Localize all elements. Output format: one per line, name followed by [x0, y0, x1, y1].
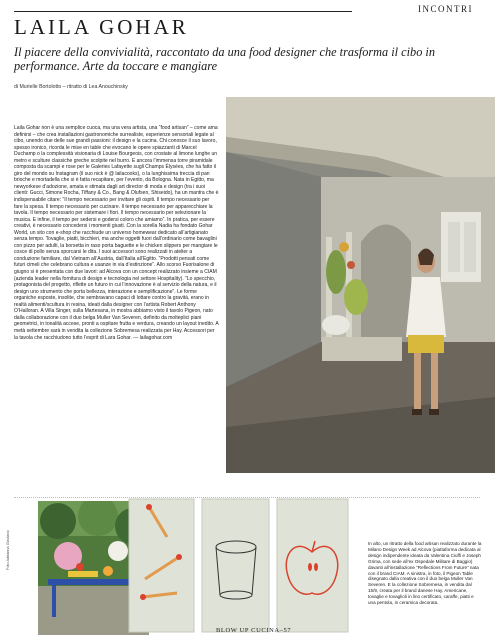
glass-napkin	[200, 497, 271, 634]
portrait-photo	[226, 97, 495, 473]
article-body: Laila Gohar non è una semplice cuoca, ma una vera artista, una “food artisan” – come ama definirsi – che crea installazioni gastronomiche surrealiste, esperienze sensoriali legate al cibo, unendo due delle sue grandi passioni: il design e la cucina. Chi conosce il suo lavoro, spesso ironico, ricorda le mise en table che evocano le opere spiazzanti di Marcel Duchamp o la complessità visionaria di Louise Bourgeois, con crostate al limone lunghe un metro e sculture classiche greche scolpite nel burro. E ancora l’immensa torre piramidale composta da scampi e rose per le Galeries Lafayette sugli Champs Élysées, che ha fatto il giro del mondo su Instagram (il suo nick è @ lailacooks), o la lunghissima treccia di pan brioche e mortadella che si è fatta recapitare, per l’evento, da Bologna. Nata in Egitto, ma newyorkese d’adozione, amata e stimata dagli art director di moda e design (tra i suoi clienti: Gucci, Simone Rocha, Tiffany & Co., Bang & Olufsen, Shiseido), ha un mantra che è indispensabile citare: “Il tempo necessario per invitare gli ospiti. Il tempo necessario per fare la spesa. Il tempo necessario per cucinare. Il tempo necessario per apparecchiare la tavola. Il tempo necessario per sistemare i fiori. Il tempo necessario per selezionare la musica. E infine, il tempo per sedersi e godersi coloro che amiamo”. In pratica, per essere creativi, è necessario concedersi i momenti giusti. Con la sorella Nadia ha fondato Gohar World, un sito con e-shop che racchiude un universo homewear dedicato all’artigianato senza tempo. Tovaglie, piatti, bicchieri, ma anche oggetti fuori dall’ordinario come bavaglini con pizzo per adulti, la borsetta in raso porta baguette e le chicken slippers per mangiare le cosce di pollo senza sporcarsi le dita. I suoi accessori sono realizzati in atelier a conduzione familiare, dal Vietnam all’Austria, dall’Italia all’Egitto. “Prodotti pensati come futuri cimeli che celebrano cultura e usanze in via d’estinzione”. Allo scorso Fuorisalone di giugno si è presentata con due lavori: ad Alcova con un concept realizzato insieme a CIAM (azienda leader nella fornitura di design e tecnologia nel settore Hospitality). “Lo specchio, protagonista del progetto, riflette un futuro in cui l’innovazione è al servizio della natura, e il design uno strumento che porta bellezza, interazione e semplificazione”. Le forme organiche esposte, insolite, che sembravano capaci di lottare contro la gravità, erano in realtà alimenti/scultura in resina, ideati dalla designer con l’artista Robert Anthony O’Halloran. A Villa Singer, sulla Martesana, in mostra abbiamo visto il tavolo Pigeon, nato dalla collaborazione con il duo belga Muller Van Severen, definito da molteplici piani geometrici, in tonalità accese, pronti a ospitare frutta e verdura, creando un layout inedito. A metà settembre sarà in vendita la collezione Sobremesa realizzata per Hay. Accessori per la tavola che racchiudono tutto l’esprit di Lara Gohar. — lailagohar.com	[14, 125, 219, 341]
article-subtitle: Il piacere della convivialità, raccontato da una food designer che trasforma il cibo in performance. Arte da toccare e mangiare	[14, 45, 435, 73]
article-title: LAILA GOHAR	[14, 15, 189, 39]
header-rule	[14, 11, 352, 12]
photo-credit: Foto Adrianna Glaviano	[6, 530, 10, 570]
section-label: INCONTRI	[418, 4, 473, 14]
apple-napkin	[275, 497, 350, 634]
matches-napkin	[127, 497, 196, 634]
photo-caption: In alto, un ritratto della food artisan realizzato durante la Milano Design Week ad Alcova (piattaforma dedicata al design indipendente ideata da Valentina Ciuffi e Joseph Grima, con sede all’ex Ospedale Militare di Baggio) davanti all’installazione “Reflections From Future” nata con il brand CIAM. A sinistra, in foto, il Pigeon Table disegnato dalla creativa con il duo belga Muller Van Severen. E la collezione Sobremesa, in vendita dal 15/9, creata per il brand danese Hay. Americane, tovaglie e tovaglioli in lino certificato, caraffe, piatti e una pentola, in ceramica decorata.	[368, 541, 482, 606]
page-folio: BLOW UP CUCINA–57	[216, 627, 292, 634]
author-credits: di Murielle Bortolotto – ritratto di Lea Anouchinsky	[14, 84, 128, 90]
